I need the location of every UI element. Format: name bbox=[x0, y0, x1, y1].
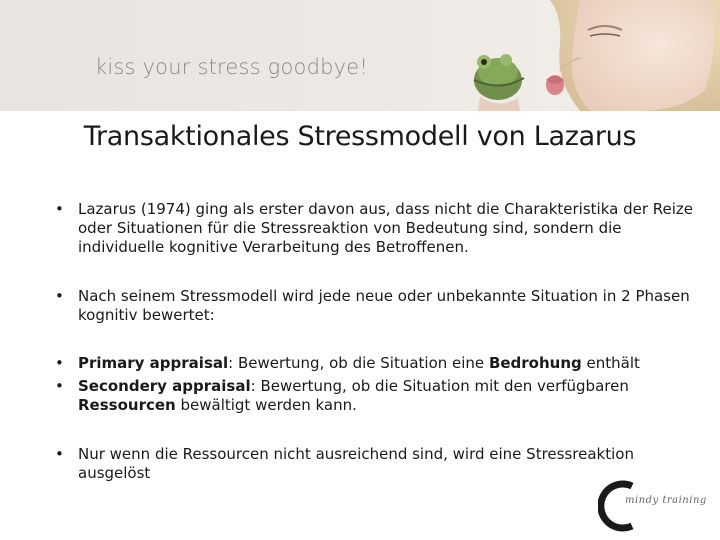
term-secondery-appraisal: Secondery appraisal bbox=[78, 377, 251, 395]
term-separator: : bbox=[228, 354, 238, 372]
bold-word: Bedrohung bbox=[488, 354, 582, 372]
bullet-marker: • bbox=[55, 377, 64, 395]
bullet-text bbox=[78, 354, 695, 373]
bullet-item bbox=[55, 377, 695, 415]
bullet-marker: • bbox=[55, 200, 64, 218]
bullet-text-part: Bewertung, ob die Situation mit den verfügbaren bbox=[260, 377, 629, 395]
bullet-text bbox=[78, 377, 695, 415]
bullet-item bbox=[55, 354, 695, 373]
bullet-marker: • bbox=[55, 354, 64, 372]
bullet-marker: • bbox=[55, 445, 64, 463]
bullet-text: Nach seinem Stressmodell wird jede neue oder unbekannte Situation in 2 Phasen kognitiv bewertet: bbox=[78, 287, 690, 324]
bullet-item bbox=[55, 200, 695, 257]
bullet-text-part: enthält bbox=[581, 354, 640, 372]
bullet-item bbox=[55, 287, 695, 325]
banner-tagline: kiss your stress goodbye! bbox=[95, 55, 368, 79]
bullet-text: Nur wenn die Ressourcen nicht ausreichend sind, wird eine Stressreaktion ausgelöst bbox=[78, 445, 634, 482]
bullet-text: Lazarus (1974) ging als erster davon aus, dass nicht die Charakteristika der Reize oder Situationen für die Stressreaktion von Bedeutung sind, sondern die individuelle kognitive Verarbeitung des Betroffenen. bbox=[78, 200, 694, 256]
slide-title: Transaktionales Stressmodell von Lazarus bbox=[83, 121, 637, 152]
bullet-marker: • bbox=[55, 287, 64, 305]
bold-word: Ressourcen bbox=[78, 396, 176, 414]
header-banner bbox=[0, 0, 720, 111]
term-primary-appraisal: Primary appraisal bbox=[78, 354, 229, 372]
woman-kissing-frog-image bbox=[440, 0, 720, 111]
term-separator: : bbox=[250, 377, 261, 395]
bullet-text-part: bewältigt werden kann. bbox=[175, 396, 357, 414]
logo-text: mindy training bbox=[625, 495, 707, 506]
bullet-text-part: Bewertung, ob die Situation eine bbox=[237, 354, 489, 372]
